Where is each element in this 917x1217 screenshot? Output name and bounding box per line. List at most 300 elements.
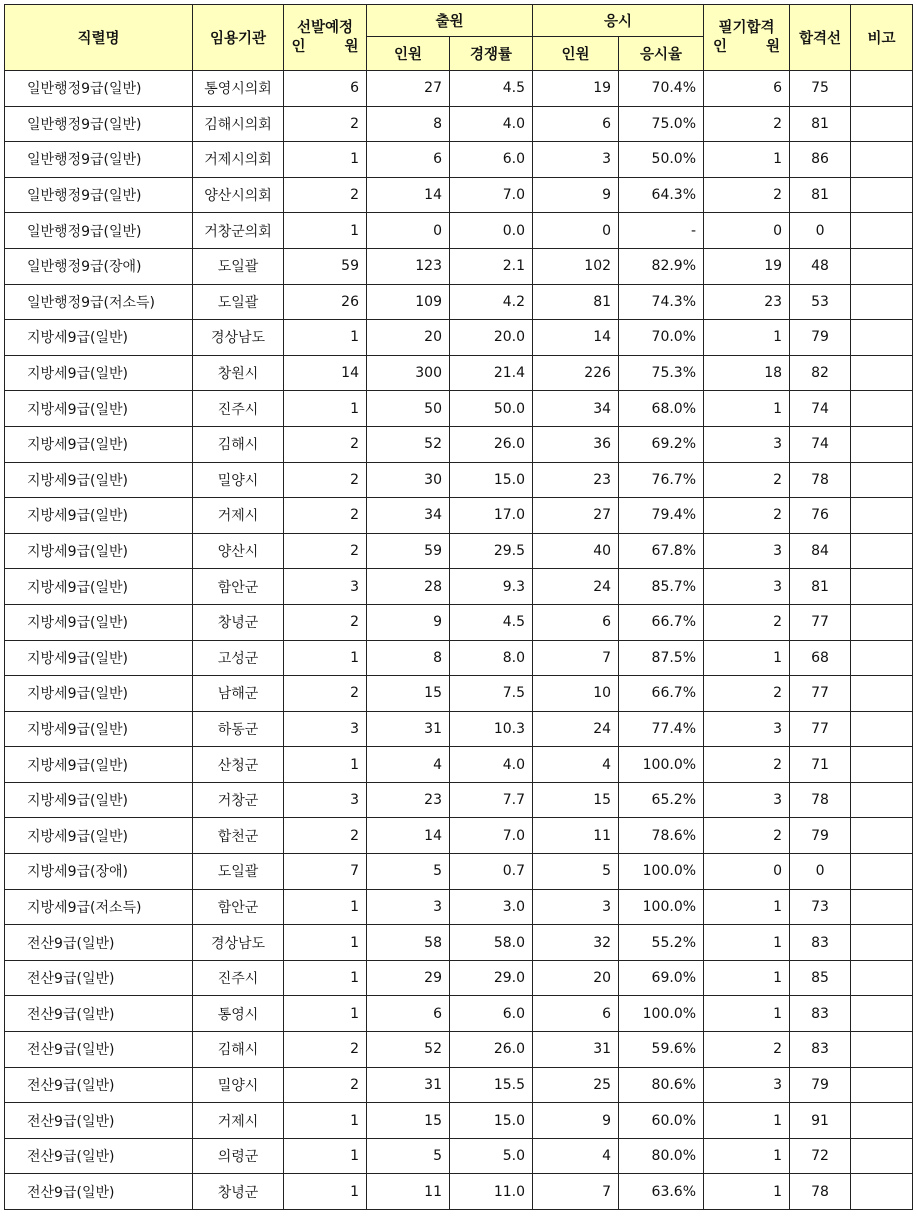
cell-rate: 80.6% [619, 1067, 704, 1103]
cell-cutoff: 73 [790, 889, 851, 925]
cell-competition: 3.0 [450, 889, 533, 925]
cell-rate: 79.4% [619, 498, 704, 534]
cell-planned: 1 [284, 996, 367, 1032]
cell-position: 지방세9급(일반) [5, 462, 193, 498]
cell-agency: 창원시 [193, 355, 284, 391]
cell-planned: 14 [284, 355, 367, 391]
cell-remarks [851, 747, 913, 783]
cell-planned: 1 [284, 1174, 367, 1210]
cell-cutoff: 82 [790, 355, 851, 391]
cell-applied: 52 [367, 1032, 450, 1068]
cell-agency: 경상남도 [193, 925, 284, 961]
cell-cutoff: 74 [790, 426, 851, 462]
cell-passed: 1 [704, 960, 790, 996]
cell-competition: 7.7 [450, 782, 533, 818]
cell-rate: 69.2% [619, 426, 704, 462]
cell-remarks [851, 106, 913, 142]
cell-competition: 21.4 [450, 355, 533, 391]
cell-planned: 1 [284, 1138, 367, 1174]
cell-position: 일반행정9급(저소득) [5, 284, 193, 320]
cell-cutoff: 86 [790, 142, 851, 178]
cell-passed: 2 [704, 106, 790, 142]
cell-remarks [851, 142, 913, 178]
cell-cutoff: 0 [790, 213, 851, 249]
cell-passed: 19 [704, 248, 790, 284]
table-row [5, 177, 913, 213]
cell-passed: 0 [704, 854, 790, 890]
cell-remarks [851, 604, 913, 640]
cell-competition: 17.0 [450, 498, 533, 534]
header-taken: 응시 [533, 5, 704, 37]
cell-position: 전산9급(일반) [5, 925, 193, 961]
cell-agency: 창녕군 [193, 1174, 284, 1210]
cell-position: 지방세9급(일반) [5, 498, 193, 534]
cell-cutoff: 76 [790, 498, 851, 534]
cell-taken: 24 [533, 569, 619, 605]
cell-position: 지방세9급(일반) [5, 676, 193, 712]
cell-competition: 0.7 [450, 854, 533, 890]
cell-taken: 3 [533, 889, 619, 925]
cell-cutoff: 78 [790, 1174, 851, 1210]
cell-planned: 1 [284, 960, 367, 996]
table-row [5, 1138, 913, 1174]
cell-competition: 8.0 [450, 640, 533, 676]
cell-cutoff: 74 [790, 391, 851, 427]
table-row [5, 355, 913, 391]
cell-applied: 5 [367, 854, 450, 890]
cell-remarks [851, 854, 913, 890]
cell-taken: 25 [533, 1067, 619, 1103]
cell-cutoff: 79 [790, 818, 851, 854]
table-row [5, 1174, 913, 1210]
cell-competition: 5.0 [450, 1138, 533, 1174]
cell-passed: 1 [704, 1174, 790, 1210]
table-row [5, 1032, 913, 1068]
cell-competition: 4.5 [450, 71, 533, 107]
cell-taken: 14 [533, 320, 619, 356]
cell-cutoff: 71 [790, 747, 851, 783]
table-row [5, 1067, 913, 1103]
cell-remarks [851, 1067, 913, 1103]
cell-passed: 6 [704, 71, 790, 107]
cell-remarks [851, 391, 913, 427]
cell-planned: 7 [284, 854, 367, 890]
cell-applied: 50 [367, 391, 450, 427]
cell-applied: 14 [367, 818, 450, 854]
cell-position: 지방세9급(일반) [5, 391, 193, 427]
cell-applied: 31 [367, 711, 450, 747]
table-row [5, 391, 913, 427]
cell-rate: 100.0% [619, 854, 704, 890]
cell-agency: 도일괄 [193, 284, 284, 320]
cell-applied: 8 [367, 640, 450, 676]
cell-rate: 74.3% [619, 284, 704, 320]
cell-passed: 23 [704, 284, 790, 320]
cell-competition: 15.5 [450, 1067, 533, 1103]
cell-agency: 하동군 [193, 711, 284, 747]
cell-cutoff: 53 [790, 284, 851, 320]
cell-rate: 68.0% [619, 391, 704, 427]
table-row [5, 320, 913, 356]
cell-cutoff: 79 [790, 1067, 851, 1103]
table-row [5, 498, 913, 534]
cell-cutoff: 72 [790, 1138, 851, 1174]
cell-cutoff: 78 [790, 782, 851, 818]
table-row [5, 604, 913, 640]
cell-passed: 1 [704, 320, 790, 356]
cell-rate: 59.6% [619, 1032, 704, 1068]
cell-applied: 300 [367, 355, 450, 391]
cell-planned: 3 [284, 711, 367, 747]
cell-cutoff: 81 [790, 106, 851, 142]
cell-rate: 55.2% [619, 925, 704, 961]
cell-rate: 65.2% [619, 782, 704, 818]
cell-position: 지방세9급(일반) [5, 569, 193, 605]
cell-remarks [851, 533, 913, 569]
cell-planned: 2 [284, 498, 367, 534]
header-competition: 경쟁률 [450, 37, 533, 71]
cell-planned: 26 [284, 284, 367, 320]
cell-taken: 24 [533, 711, 619, 747]
cell-rate: 75.0% [619, 106, 704, 142]
cell-position: 일반행정9급(일반) [5, 213, 193, 249]
cell-taken: 15 [533, 782, 619, 818]
cell-position: 일반행정9급(일반) [5, 142, 193, 178]
cell-passed: 1 [704, 1138, 790, 1174]
cell-applied: 0 [367, 213, 450, 249]
cell-passed: 3 [704, 533, 790, 569]
table-row [5, 960, 913, 996]
cell-rate: 60.0% [619, 1103, 704, 1139]
cell-position: 지방세9급(일반) [5, 320, 193, 356]
cell-competition: 7.5 [450, 676, 533, 712]
cell-agency: 고성군 [193, 640, 284, 676]
cell-remarks [851, 498, 913, 534]
cell-planned: 2 [284, 676, 367, 712]
cell-remarks [851, 711, 913, 747]
cell-applied: 9 [367, 604, 450, 640]
cell-rate: 82.9% [619, 248, 704, 284]
cell-passed: 2 [704, 1032, 790, 1068]
cell-passed: 2 [704, 818, 790, 854]
cell-taken: 40 [533, 533, 619, 569]
cell-rate: 70.0% [619, 320, 704, 356]
cell-agency: 김해시 [193, 1032, 284, 1068]
cell-taken: 6 [533, 996, 619, 1032]
cell-remarks [851, 676, 913, 712]
table-row [5, 426, 913, 462]
cell-planned: 2 [284, 604, 367, 640]
cell-taken: 10 [533, 676, 619, 712]
cell-cutoff: 83 [790, 996, 851, 1032]
cell-applied: 58 [367, 925, 450, 961]
cell-rate: 78.6% [619, 818, 704, 854]
cell-passed: 1 [704, 391, 790, 427]
cell-planned: 2 [284, 106, 367, 142]
cell-applied: 34 [367, 498, 450, 534]
cell-position: 지방세9급(일반) [5, 533, 193, 569]
cell-position: 지방세9급(저소득) [5, 889, 193, 925]
table-row [5, 142, 913, 178]
cell-agency: 통영시 [193, 996, 284, 1032]
cell-taken: 4 [533, 1138, 619, 1174]
cell-competition: 50.0 [450, 391, 533, 427]
cell-agency: 경상남도 [193, 320, 284, 356]
cell-position: 일반행정9급(일반) [5, 177, 193, 213]
cell-passed: 0 [704, 213, 790, 249]
cell-taken: 36 [533, 426, 619, 462]
cell-agency: 양산시의회 [193, 177, 284, 213]
cell-applied: 6 [367, 996, 450, 1032]
cell-passed: 2 [704, 462, 790, 498]
cell-remarks [851, 426, 913, 462]
cell-applied: 5 [367, 1138, 450, 1174]
cell-planned: 1 [284, 391, 367, 427]
cell-agency: 남해군 [193, 676, 284, 712]
cell-cutoff: 48 [790, 248, 851, 284]
cell-planned: 2 [284, 426, 367, 462]
cell-competition: 29.5 [450, 533, 533, 569]
header-planned-line2: 인 원 [291, 38, 359, 55]
cell-position: 전산9급(일반) [5, 996, 193, 1032]
cell-cutoff: 77 [790, 604, 851, 640]
cell-cutoff: 68 [790, 640, 851, 676]
cell-taken: 27 [533, 498, 619, 534]
cell-passed: 1 [704, 889, 790, 925]
cell-remarks [851, 462, 913, 498]
cell-cutoff: 78 [790, 462, 851, 498]
cell-rate: 64.3% [619, 177, 704, 213]
cell-planned: 3 [284, 569, 367, 605]
cell-applied: 28 [367, 569, 450, 605]
cell-taken: 6 [533, 106, 619, 142]
cell-agency: 김해시의회 [193, 106, 284, 142]
cell-passed: 1 [704, 640, 790, 676]
cell-planned: 1 [284, 889, 367, 925]
cell-remarks [851, 889, 913, 925]
cell-position: 지방세9급(일반) [5, 604, 193, 640]
cell-agency: 거창군 [193, 782, 284, 818]
cell-competition: 4.0 [450, 747, 533, 783]
cell-taken: 34 [533, 391, 619, 427]
cell-remarks [851, 1103, 913, 1139]
cell-position: 지방세9급(일반) [5, 747, 193, 783]
cell-planned: 1 [284, 640, 367, 676]
cell-planned: 59 [284, 248, 367, 284]
cell-rate: 63.6% [619, 1174, 704, 1210]
cell-rate: 66.7% [619, 604, 704, 640]
cell-position: 전산9급(일반) [5, 1174, 193, 1210]
cell-applied: 52 [367, 426, 450, 462]
cell-agency: 합천군 [193, 818, 284, 854]
table-row [5, 462, 913, 498]
cell-remarks [851, 782, 913, 818]
cell-competition: 26.0 [450, 426, 533, 462]
cell-remarks [851, 925, 913, 961]
cell-passed: 3 [704, 569, 790, 605]
cell-cutoff: 91 [790, 1103, 851, 1139]
table-row [5, 71, 913, 107]
cell-agency: 함안군 [193, 889, 284, 925]
cell-planned: 2 [284, 1067, 367, 1103]
cell-taken: 226 [533, 355, 619, 391]
cell-agency: 도일괄 [193, 854, 284, 890]
cell-competition: 0.0 [450, 213, 533, 249]
cell-planned: 6 [284, 71, 367, 107]
cell-applied: 59 [367, 533, 450, 569]
table-row [5, 213, 913, 249]
cell-taken: 7 [533, 640, 619, 676]
cell-competition: 10.3 [450, 711, 533, 747]
cell-planned: 1 [284, 747, 367, 783]
cell-competition: 26.0 [450, 1032, 533, 1068]
cell-remarks [851, 248, 913, 284]
cell-agency: 산청군 [193, 747, 284, 783]
cell-remarks [851, 1138, 913, 1174]
cell-applied: 20 [367, 320, 450, 356]
cell-passed: 18 [704, 355, 790, 391]
cell-rate: 67.8% [619, 533, 704, 569]
cell-remarks [851, 1032, 913, 1068]
cell-passed: 1 [704, 1103, 790, 1139]
header-planned [284, 5, 367, 71]
cell-cutoff: 85 [790, 960, 851, 996]
header-applied: 출원 [367, 5, 533, 37]
cell-rate: 100.0% [619, 996, 704, 1032]
cell-taken: 5 [533, 854, 619, 890]
cell-planned: 1 [284, 213, 367, 249]
cell-applied: 23 [367, 782, 450, 818]
table-header [5, 5, 913, 71]
cell-rate: 77.4% [619, 711, 704, 747]
cell-taken: 4 [533, 747, 619, 783]
cell-applied: 123 [367, 248, 450, 284]
cell-applied: 11 [367, 1174, 450, 1210]
cell-taken: 23 [533, 462, 619, 498]
table-row [5, 676, 913, 712]
cell-competition: 7.0 [450, 177, 533, 213]
cell-applied: 109 [367, 284, 450, 320]
cell-remarks [851, 284, 913, 320]
cell-applied: 27 [367, 71, 450, 107]
cell-agency: 김해시 [193, 426, 284, 462]
cell-competition: 11.0 [450, 1174, 533, 1210]
cell-rate: 75.3% [619, 355, 704, 391]
cell-competition: 6.0 [450, 142, 533, 178]
cell-cutoff: 77 [790, 676, 851, 712]
header-taken-count: 인원 [533, 37, 619, 71]
cell-planned: 2 [284, 462, 367, 498]
cell-passed: 1 [704, 142, 790, 178]
header-agency: 임용기관 [193, 5, 284, 71]
cell-taken: 102 [533, 248, 619, 284]
cell-applied: 15 [367, 676, 450, 712]
cell-position: 전산9급(일반) [5, 1138, 193, 1174]
cell-planned: 2 [284, 1032, 367, 1068]
cell-position: 지방세9급(일반) [5, 640, 193, 676]
cell-remarks [851, 818, 913, 854]
cell-agency: 통영시의회 [193, 71, 284, 107]
table-row [5, 533, 913, 569]
table-row [5, 569, 913, 605]
cell-competition: 2.1 [450, 248, 533, 284]
cell-remarks [851, 960, 913, 996]
cell-taken: 19 [533, 71, 619, 107]
cell-applied: 29 [367, 960, 450, 996]
cell-remarks [851, 996, 913, 1032]
table-row [5, 106, 913, 142]
cell-agency: 도일괄 [193, 248, 284, 284]
cell-competition: 7.0 [450, 818, 533, 854]
cell-competition: 4.5 [450, 604, 533, 640]
cell-competition: 6.0 [450, 996, 533, 1032]
cell-taken: 0 [533, 213, 619, 249]
cell-rate: - [619, 213, 704, 249]
cell-passed: 1 [704, 996, 790, 1032]
cell-rate: 100.0% [619, 747, 704, 783]
table-row [5, 854, 913, 890]
cell-cutoff: 0 [790, 854, 851, 890]
table-row [5, 711, 913, 747]
cell-cutoff: 77 [790, 711, 851, 747]
cell-agency: 거제시의회 [193, 142, 284, 178]
cell-rate: 66.7% [619, 676, 704, 712]
table-row [5, 925, 913, 961]
cell-position: 전산9급(일반) [5, 1103, 193, 1139]
cell-agency: 밀양시 [193, 462, 284, 498]
cell-position: 전산9급(일반) [5, 1032, 193, 1068]
cell-remarks [851, 177, 913, 213]
cell-position: 지방세9급(장애) [5, 854, 193, 890]
cell-rate: 50.0% [619, 142, 704, 178]
cell-position: 지방세9급(일반) [5, 818, 193, 854]
cell-taken: 11 [533, 818, 619, 854]
cell-passed: 2 [704, 498, 790, 534]
cell-taken: 9 [533, 1103, 619, 1139]
table-row [5, 248, 913, 284]
table-row [5, 889, 913, 925]
cell-taken: 7 [533, 1174, 619, 1210]
cell-planned: 1 [284, 320, 367, 356]
cell-competition: 29.0 [450, 960, 533, 996]
cell-position: 일반행정9급(장애) [5, 248, 193, 284]
cell-rate: 87.5% [619, 640, 704, 676]
header-position: 직렬명 [5, 5, 193, 71]
header-applied-count: 인원 [367, 37, 450, 71]
cell-applied: 6 [367, 142, 450, 178]
cell-taken: 81 [533, 284, 619, 320]
header-planned-line1: 선발예정 [296, 19, 354, 36]
cell-remarks [851, 569, 913, 605]
cell-cutoff: 75 [790, 71, 851, 107]
cell-rate: 70.4% [619, 71, 704, 107]
cell-agency: 함안군 [193, 569, 284, 605]
cell-competition: 9.3 [450, 569, 533, 605]
table-row [5, 284, 913, 320]
cell-cutoff: 84 [790, 533, 851, 569]
cell-position: 일반행정9급(일반) [5, 71, 193, 107]
header-taken-rate: 응시율 [619, 37, 704, 71]
cell-position: 지방세9급(일반) [5, 782, 193, 818]
cell-remarks [851, 213, 913, 249]
cell-applied: 4 [367, 747, 450, 783]
cell-agency: 밀양시 [193, 1067, 284, 1103]
cell-passed: 3 [704, 711, 790, 747]
cell-planned: 2 [284, 177, 367, 213]
header-passed [704, 5, 790, 71]
cell-applied: 8 [367, 106, 450, 142]
cell-position: 전산9급(일반) [5, 960, 193, 996]
